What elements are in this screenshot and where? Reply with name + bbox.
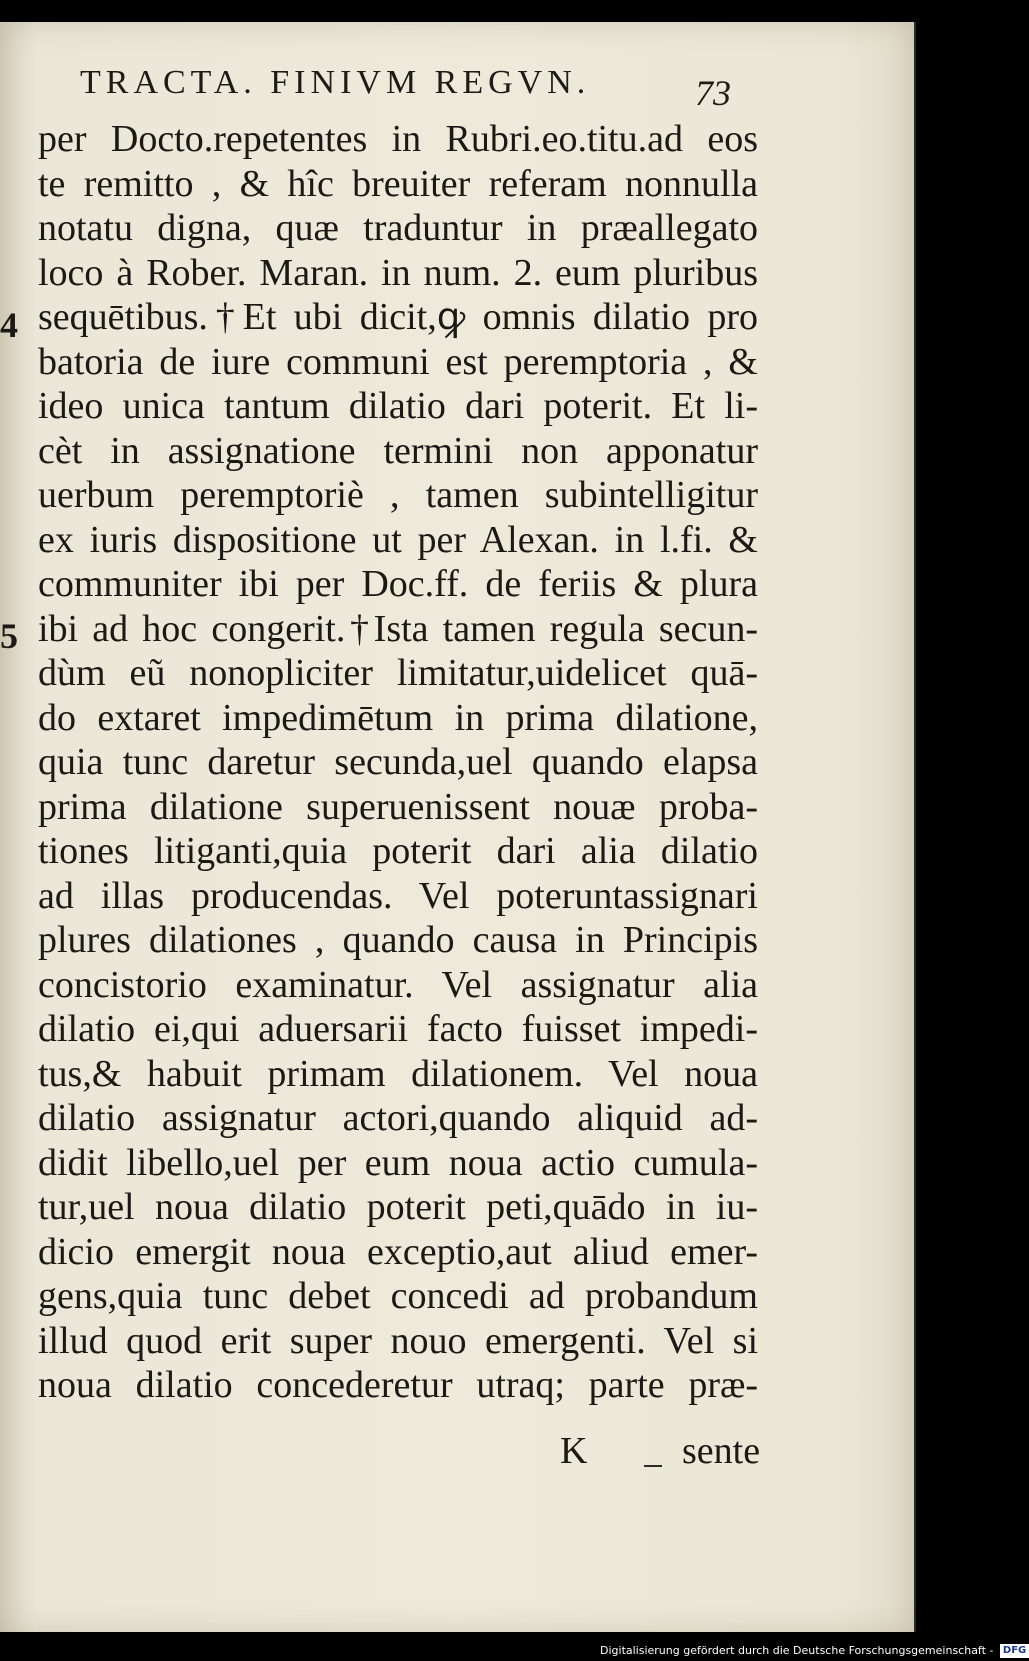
- text-line: dùm eũ nonopliciter limitatur,uidelicet quā-: [38, 652, 758, 694]
- catchword: sente: [682, 1430, 761, 1472]
- catch-dash: [644, 1465, 662, 1467]
- text-line: tus,& habuit primam dilationem. Vel noua: [38, 1052, 758, 1095]
- text-line: te remitto , & hîc breuiter referam nonnulla: [38, 162, 758, 205]
- text-line: uerbum peremptoriè , tamen subintelligitur: [38, 474, 758, 516]
- text-line: do extaret impedimētum in prima dilatione,: [38, 696, 758, 739]
- text-line: gens,quia tunc debet concedi ad probandum: [38, 1275, 758, 1317]
- text-line: batoria de iure communi est peremptoria , &: [38, 340, 758, 383]
- text-line: quia tunc daretur secunda,uel quando elapsa: [38, 741, 758, 783]
- dfg-logo-icon: DFG: [1000, 1644, 1029, 1658]
- text-line: dilatio assignatur actori,quando aliquid ad-: [38, 1097, 758, 1139]
- credit-text: Digitalisierung gefördert durch die Deutsche Forschungsgemeinschaft -: [600, 1644, 994, 1657]
- text-line: ex iuris dispositione ut per Alexan. in l.fi. &: [38, 518, 758, 561]
- digitization-credit: [600, 1641, 1027, 1661]
- text-line: tiones litiganti,quia poterit dari alia dilatio: [38, 830, 758, 872]
- text-line: sequētibus.†Et ubi dicit,ꝙ omnis dilatio pro: [38, 296, 758, 338]
- running-head: TRACTA. FINIVM REGVN.: [80, 64, 591, 101]
- text-line: dilatio ei,qui aduersarii facto fuisset impedi-: [38, 1008, 758, 1050]
- text-line: ibi ad hoc congerit.†Ista tamen regula secun-: [38, 607, 758, 650]
- text-line: loco à Rober. Maran. in num. 2. eum pluribus: [38, 251, 758, 294]
- page-number: 73: [695, 73, 731, 113]
- text-line: didit libello,uel per eum noua actio cumula-: [38, 1141, 758, 1184]
- text-line: communiter ibi per Doc.ff. de feriis & plura: [38, 563, 758, 605]
- text-line: concistorio examinatur. Vel assignatur alia: [38, 963, 758, 1006]
- marginal-number-4: 4: [0, 305, 18, 345]
- text-line: prima dilatione superuenissent nouæ proba-: [38, 785, 758, 828]
- text-line: tur,uel noua dilatio poterit peti,quādo in iu-: [38, 1186, 758, 1228]
- book-page: [0, 22, 916, 1632]
- text-line: illud quod erit super nouo emergenti. Vel si: [38, 1319, 758, 1362]
- signature-mark: K: [560, 1430, 588, 1472]
- marginal-number-5: 5: [0, 616, 18, 656]
- body-text: [38, 117, 758, 1408]
- text-line: noua dilatio concederetur utraq; parte præ-: [38, 1364, 758, 1406]
- text-line: plures dilationes , quando causa in Principis: [38, 919, 758, 961]
- text-line: cèt in assignatione termini non apponatur: [38, 429, 758, 472]
- text-line: ideo unica tantum dilatio dari poterit. Et li-: [38, 385, 758, 427]
- text-line: notatu digna, quæ traduntur in præallegato: [38, 207, 758, 249]
- text-line: dicio emergit noua exceptio,aut aliud emer-: [38, 1230, 758, 1273]
- text-line: per Docto.repetentes in Rubri.eo.titu.ad eos: [38, 118, 758, 160]
- text-line: ad illas producendas. Vel poteruntassignari: [38, 874, 758, 917]
